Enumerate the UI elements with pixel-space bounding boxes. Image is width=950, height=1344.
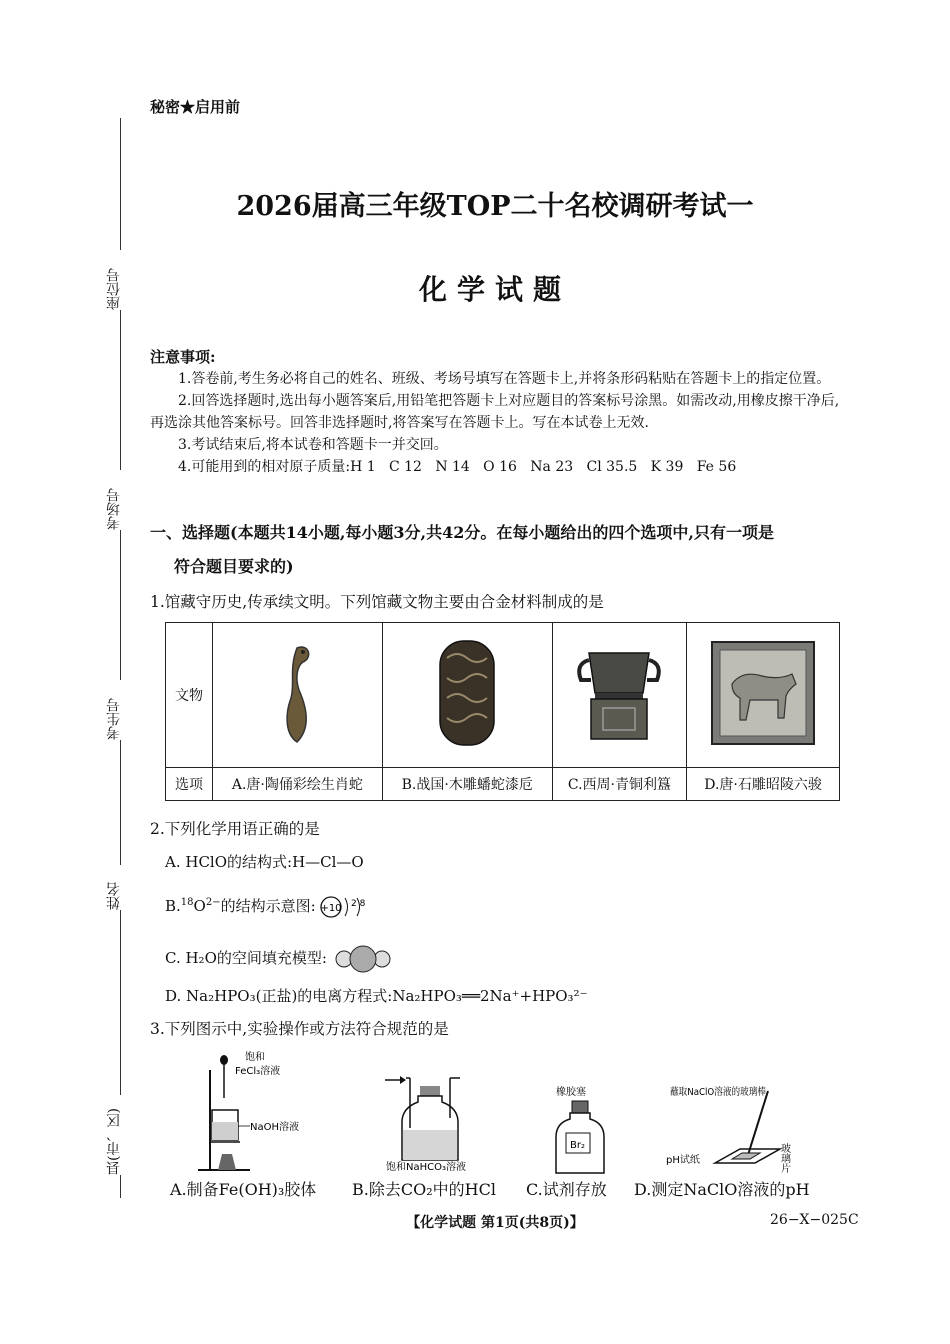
row-label-relic: 文物 [166, 623, 213, 768]
exam-title: 2026届高三年级TOP二十名校调研考试一 [236, 191, 754, 222]
a-label-fecl3: FeCl₃溶液 [235, 1066, 281, 1077]
seat-number-label: 座位号 [104, 250, 124, 310]
relics-table [165, 622, 840, 801]
element-symbol: O [193, 897, 206, 915]
notice-heading: 注意事项: [150, 348, 216, 366]
relic-image-a [213, 623, 383, 768]
a-label-saturated: 饱和 [245, 1052, 265, 1063]
subject-title: 化学试题 [418, 273, 571, 306]
question-3-stem: 3.下列图示中,实验操作或方法符合规范的是 [150, 1020, 449, 1038]
section-heading [150, 516, 850, 584]
notice-item: 1.答卷前,考生务必将自己的姓名、班级、考场号填写在答题卡上,并将条形码粘贴在答题卡上的指定位置。 [178, 371, 831, 387]
mass-number: 18 [180, 897, 194, 908]
name-label: 姓名 [104, 865, 124, 910]
bronze-gui-icon [569, 638, 669, 748]
space-filling-model-icon [332, 945, 394, 973]
q2-option-d: D. Na₂HPO₃(正盐)的电离方程式:Na₂HPO₃══2Na⁺+HPO₃²⁻ [165, 987, 588, 1005]
relic-image-c [552, 623, 686, 768]
b-label-nahco3: 饱和NaHCO₃溶液 [386, 1162, 466, 1173]
apparatus-b-diagram [380, 1070, 490, 1180]
stone-horse-relief-icon [708, 638, 818, 748]
q1-option-a: A.唐·陶俑彩绘生肖蛇 [213, 768, 383, 801]
question-1-stem: 1.馆藏守历史,传承续文明。下列馆藏文物主要由合金材料制成的是 [150, 593, 604, 611]
lacquer-vessel-icon [432, 633, 502, 753]
q2-option-b [165, 894, 370, 920]
q2-option-a [165, 851, 364, 872]
a-label-naoh: NaOH溶液 [250, 1122, 299, 1133]
county-label: 县(市、区) [104, 1095, 124, 1175]
exam-room-label: 考场号 [104, 470, 124, 530]
relic-image-b [382, 623, 552, 768]
nucleus-charge: +10 [320, 903, 342, 914]
question-2-stem: 2.下列化学用语正确的是 [150, 820, 320, 838]
relic-image-d [687, 623, 840, 768]
section-heading-line2: 符合题目要求的) [174, 557, 294, 576]
notice-item: 4.可能用到的相对原子质量:H 1 C 12 N 14 O 16 Na 23 Cl 35.5 K 39 Fe 56 [178, 459, 737, 475]
pottery-snake-icon [267, 638, 327, 748]
q3-option-d: D.测定NaClO溶液的pH [634, 1180, 810, 1199]
notice-item: 3.考试结束后,将本试卷和答题卡一并交回。 [178, 437, 448, 453]
q2-option-b-suffix: 的结构示意图: [220, 897, 316, 915]
d-label-glass: 玻璃片 [778, 1143, 790, 1173]
hclo-formula: H—Cl—O [292, 853, 364, 871]
q1-option-d: D.唐·石雕昭陵六骏 [687, 768, 840, 801]
q2-option-b-prefix: B. [165, 897, 181, 915]
section-heading-line1: 一、选择题(本题共14小题,每小题3分,共42分。在每小题给出的四个选项中,只有一项是 [150, 523, 774, 542]
d-label-rod-line1: 蘸取NaClO溶液的玻璃棒 [670, 1087, 782, 1098]
apparatus-a-diagram [190, 1050, 320, 1175]
paper-code: 26−X−025C [770, 1212, 859, 1228]
page-footer: 【化学试题 第1页(共8页)】 [406, 1215, 584, 1231]
q3-option-b: B.除去CO₂中的HCl [352, 1180, 496, 1199]
q3-option-a: A.制备Fe(OH)₃胶体 [170, 1180, 317, 1199]
c-label-br2: Br₂ [570, 1140, 585, 1151]
secret-label: 秘密★启用前 [150, 98, 241, 116]
student-number-label: 考生号 [104, 680, 124, 740]
q1-option-b: B.战国·木雕蟠蛇漆卮 [382, 768, 552, 801]
row-label-option: 选项 [166, 768, 213, 801]
ion-charge: 2− [205, 897, 221, 908]
electron-shells: 2 8 [351, 899, 366, 909]
apparatus-d-diagram [660, 1085, 810, 1180]
notice-list [150, 368, 840, 478]
atom-structure-diagram [320, 894, 370, 920]
q2-option-c-text: C. H₂O的空间填充模型: [165, 949, 327, 967]
notice-item: 2.回答选择题时,选出每小题答案后,用铅笔把答题卡上对应题目的答案标号涂黑。如需改动,用橡皮擦干净后,再选涂其他答案标号。回答非选择题时,将答案写在答题卡上。写在本试卷上无效. [150, 393, 840, 431]
q2-option-a-text: A. HClO的结构式: [165, 853, 293, 871]
c-label-rubber-stopper: 橡胶塞 [556, 1087, 586, 1098]
d-label-ph-paper: pH试纸 [666, 1155, 700, 1166]
q1-option-c: C.西周·青铜利簋 [552, 768, 686, 801]
q3-option-c: C.试剂存放 [526, 1180, 607, 1199]
apparatus-c-diagram [548, 1085, 618, 1180]
q2-option-c [165, 945, 394, 973]
